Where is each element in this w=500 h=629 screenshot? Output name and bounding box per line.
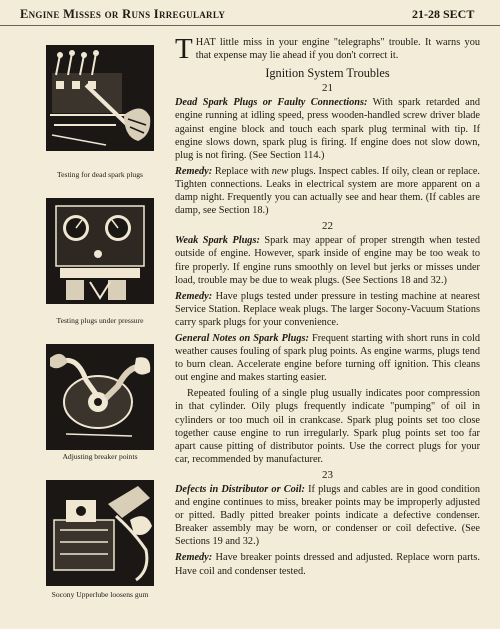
figure-caption: Socony Upperlube loosens gum [51, 590, 149, 599]
general-notes-lead: General Notes on Spark Plugs: [175, 332, 309, 344]
section-21-remedy [175, 165, 480, 217]
section-23-lead: Defects in Distributor or Coil: [175, 484, 305, 495]
remedy-text-a: Replace with [212, 165, 272, 177]
section-21-lead: Dead Spark Plugs or Faulty Connections: [175, 97, 368, 109]
remedy-text-b: plugs. Inspect cables. If oily, clean or replace. Tighten connections. Leaks in electrical system are more apparent on a damp night. Frequently you can actually see and hear them. (If cables are damp, see Section 18.) [175, 165, 481, 217]
section-number-23: 23 [322, 468, 333, 481]
section-number-21: 21 [322, 82, 333, 95]
figure-upperlube [46, 480, 154, 586]
remedy-text: Have plugs tested under pressure in testing machine at nearest Service Station. Replace weak plugs. The larger Socony-Vacuum Stations carry spark plugs for your convenience. [175, 290, 480, 328]
intro-paragraph [175, 33, 480, 65]
section-22-remedy [175, 290, 480, 329]
section-22-body: Spark may appear of proper strength when tested outside of engine. However, spark inside of engine may be too weak to fire properly. If engine runs smoothly on level but jerks or misses under load, trouble may be due to weak plugs. (See Sections 18 and 32.) [175, 235, 480, 286]
section-23-body: If plugs and cables are in good condition and engine continues to miss, breaker points may be improperly adjusted or pitted. Badly pitted breaker points indicate a defective condenser. Breaker assembly may be worn, or condenser or coil defective. (See Sections 19 and 32.) [175, 484, 480, 548]
section-heading: Ignition System Troubles [265, 66, 390, 81]
section-21-body: With spark retarded and engine running at idling speed, press wooden-handled screw driver blade against engine block and touch each spark plug terminal with tip. If engine slows down, spark plug is firing. If engine does not slow down, plug is not firing. (See Section 114.) [175, 97, 480, 161]
article-body [175, 33, 481, 581]
remedy-label: Remedy: [175, 165, 213, 177]
figure-dead-spark-plugs [46, 45, 154, 151]
remedy-text: Have breaker points dressed and adjusted. Replace worn parts. Have coil and condenser tested. [175, 552, 480, 577]
engine-illustration-1 [46, 45, 154, 151]
testing-machine-illustration [46, 198, 154, 304]
figure-caption: Testing plugs under pressure [56, 316, 144, 325]
page-header-title: Engine Misses or Runs Irregularly [20, 7, 226, 21]
section-23-remedy [175, 551, 480, 577]
remedy-label: Remedy: [175, 552, 213, 564]
figure-caption: Adjusting breaker points [62, 452, 138, 461]
page-header-section: 21-28 SECT [412, 7, 475, 21]
figure-pressure-test [46, 198, 154, 304]
distributor-illustration [46, 344, 154, 450]
section-23-text [175, 483, 480, 548]
figure-caption: Testing for dead spark plugs [57, 170, 143, 179]
section-number-22: 22 [322, 220, 333, 233]
section-21-text [175, 96, 480, 161]
drop-cap: T [175, 33, 193, 65]
general-notes [175, 332, 480, 384]
general-notes-para2: Repeated fouling of a single plug usually indicates poor compression in that cylinder. Oily plugs frequently indicate "pumping" of oil in cylinders or too much oil in crankcase. Spark plug points set too close together cause engine to run irregularly. Spark plug points set too far apart cause pitting of distributor points. Use the correct plugs for your car, recommended by manufacturer. [175, 388, 480, 465]
header-divider [0, 25, 500, 26]
intro-text: HAT little miss in your engine "telegraphs" trouble. It warns you that expense may lie ahead if you don't correct it. [195, 37, 480, 62]
general-notes-body: Frequent starting with short runs in cold weather causes fouling of spark plug points. As engine warms, plugs tend to burn clean. Accelerate engine before turning off ignition. This cleans out engine and makes starting easier. [175, 332, 480, 384]
remedy-emphasis: new [271, 165, 289, 177]
carburetor-illustration [46, 480, 154, 586]
remedy-label: Remedy: [175, 290, 213, 302]
figure-breaker-points [46, 344, 154, 450]
section-22-text [175, 234, 480, 286]
section-22-lead: Weak Spark Plugs: [175, 235, 260, 247]
